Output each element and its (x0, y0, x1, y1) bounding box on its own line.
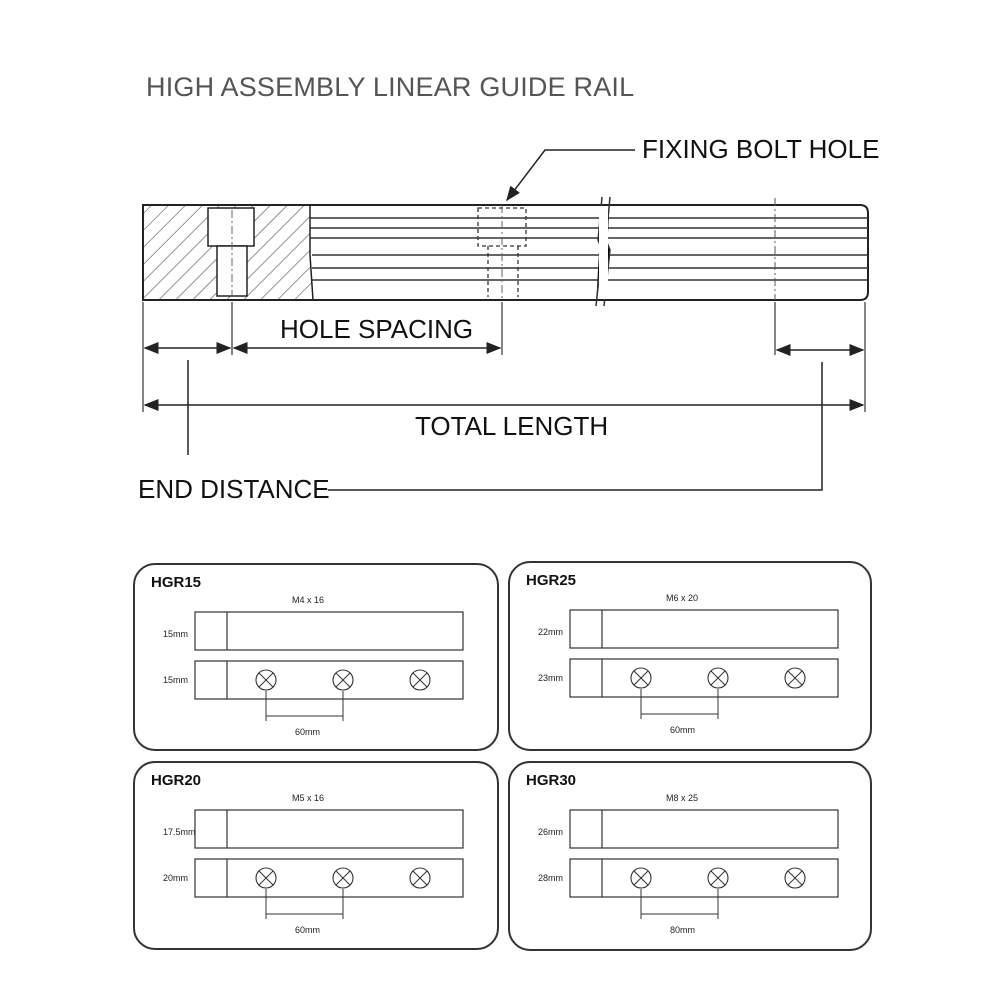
side-view (195, 810, 463, 848)
model-panel-hgr30 (508, 761, 872, 951)
hole-spacing-label: HOLE SPACING (280, 314, 474, 344)
rail-height-dimension: 26mm (538, 827, 564, 837)
model-name: HGR30 (526, 772, 577, 789)
rail-width-dimension: 23mm (538, 673, 564, 683)
model-panel-hgr25 (508, 561, 872, 751)
end-distance-label: END DISTANCE (138, 474, 330, 504)
rail-height-dimension: 22mm (538, 627, 564, 637)
diagram-title: HIGH ASSEMBLY LINEAR GUIDE RAIL (146, 72, 635, 102)
hole-pitch-dimension: 60mm (295, 727, 321, 737)
bolt-spec: M6 x 20 (666, 593, 699, 603)
rail-width-dimension: 28mm (538, 873, 564, 883)
rail-height-dimension: 17.5mm (163, 827, 196, 837)
model-name: HGR15 (151, 574, 202, 591)
hole-pitch-dimension: 80mm (670, 925, 696, 935)
bolt-spec: M8 x 25 (666, 793, 699, 803)
fixing-bolt-hole-leader (507, 150, 635, 200)
bolt-spec: M5 x 16 (292, 793, 325, 803)
hole-pitch-dimension: 60mm (670, 725, 696, 735)
side-view (570, 610, 838, 648)
bolt-spec: M4 x 16 (292, 595, 325, 605)
model-panel-hgr15 (133, 563, 499, 751)
model-panel-hgr20 (133, 761, 499, 950)
extension-lines (143, 302, 865, 412)
model-name: HGR25 (526, 572, 577, 589)
model-name: HGR20 (151, 772, 202, 789)
fixing-bolt-hole-label: FIXING BOLT HOLE (642, 134, 880, 164)
rail-width-dimension: 20mm (163, 873, 189, 883)
rail-height-dimension: 15mm (163, 629, 189, 639)
hole-pitch-dimension: 60mm (295, 925, 321, 935)
side-view (570, 810, 838, 848)
section-bolt-hole (208, 208, 254, 246)
side-view (195, 612, 463, 650)
rail-width-dimension: 15mm (163, 675, 189, 685)
total-length-label: TOTAL LENGTH (415, 411, 609, 441)
